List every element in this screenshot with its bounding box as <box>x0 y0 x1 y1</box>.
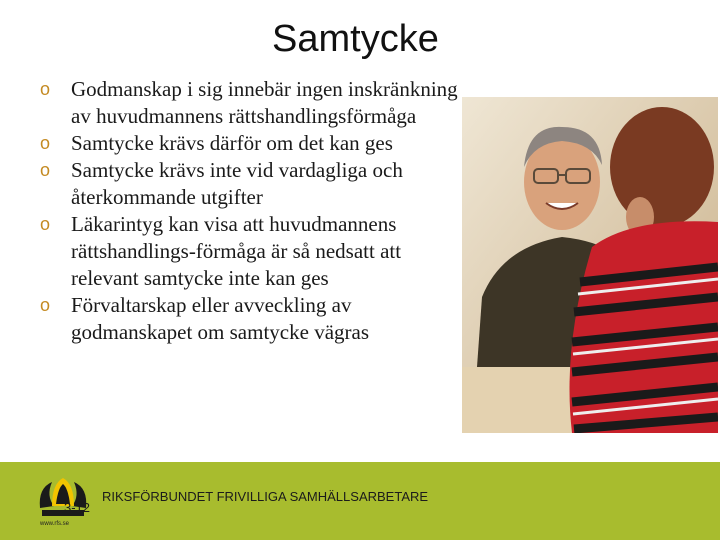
bullet-marker: o <box>40 79 51 99</box>
bullet-marker: o <box>40 133 51 153</box>
bullet-text: Samtycke krävs därför om det kan ges <box>71 131 393 155</box>
bullet-marker: o <box>40 214 51 234</box>
slide-title-text: Samtycke <box>272 18 439 60</box>
footer-date: 3-12 <box>64 500 91 515</box>
bullet-item <box>38 211 458 292</box>
bullet-text: Godmanskap i sig innebär ingen inskränkning av huvudmannens rättshandlingsförmåga <box>71 77 458 128</box>
bullet-item <box>38 157 458 211</box>
bullet-item <box>38 130 458 157</box>
bullet-list <box>38 76 458 346</box>
bullet-marker: o <box>40 295 51 315</box>
bullet-text: Läkarintyg kan visa att huvudmannens rättshandlings-förmåga är så nedsatt att relevant samtycke inte kan ges <box>71 212 402 290</box>
bullet-item <box>38 292 458 346</box>
bullet-marker: o <box>40 160 51 180</box>
bullet-text: Förvaltarskap eller avveckling av godmanskapet om samtycke vägras <box>71 293 369 344</box>
bullet-text: Samtycke krävs inte vid vardagliga och återkommande utgifter <box>71 158 403 209</box>
photo-illustration <box>462 97 718 433</box>
footer-organization: RIKSFÖRBUNDET FRIVILLIGA SAMHÄLLSARBETARE <box>102 489 429 504</box>
photo-two-people-talking <box>462 97 718 433</box>
bullet-item <box>38 76 458 130</box>
rfs-logo-icon <box>34 472 92 524</box>
logo-url: www.rfs.se <box>40 521 70 527</box>
